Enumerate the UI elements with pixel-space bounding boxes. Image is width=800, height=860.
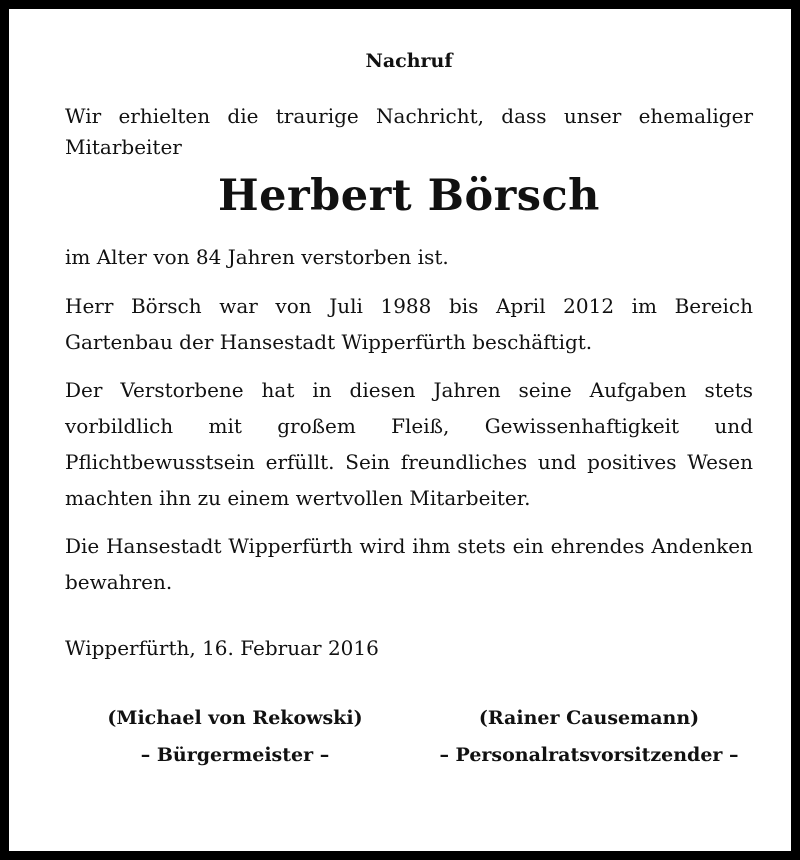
signatory-role: – Personalratsvorsitzender – (439, 744, 739, 766)
praise-paragraph: Der Verstorbene hat in diesen Jahren seine Aufgaben stets vorbildlich mit großem Fleiß, Gewissenhaftigkeit und Pflichtbewusstsein erfüllt. Sein freundliches und positives Wesen machten ihn zu einem wertvollen Mitarbeiter. (65, 378, 753, 510)
signature-block (65, 700, 753, 774)
signature-staff-council (419, 700, 759, 774)
signatory-role: – Bürgermeister – (140, 744, 330, 766)
deceased-name: Herbert Börsch (218, 171, 600, 221)
obituary-notice (65, 49, 753, 774)
memory-paragraph: Die Hansestadt Wipperfürth wird ihm stets ein ehrendes Andenken bewahren. (65, 534, 753, 594)
intro-line-continued: Mitarbeiter (65, 135, 182, 159)
signatory-name: (Rainer Causemann) (478, 707, 700, 729)
age-paragraph: im Alter von 84 Jahren verstorben ist. (65, 245, 449, 269)
employment-paragraph: Herr Börsch war von Juli 1988 bis April 2012 im Bereich Gartenbau der Hansestadt Wipperfürth beschäftigt. (65, 294, 753, 354)
notice-heading: Nachruf (365, 50, 453, 72)
signature-mayor (77, 700, 393, 774)
intro-line: Wir erhielten die traurige Nachricht, dass unser ehemaliger (65, 104, 753, 128)
signatory-name: (Michael von Rekowski) (107, 707, 363, 729)
place-date: Wipperfürth, 16. Februar 2016 (65, 636, 379, 660)
